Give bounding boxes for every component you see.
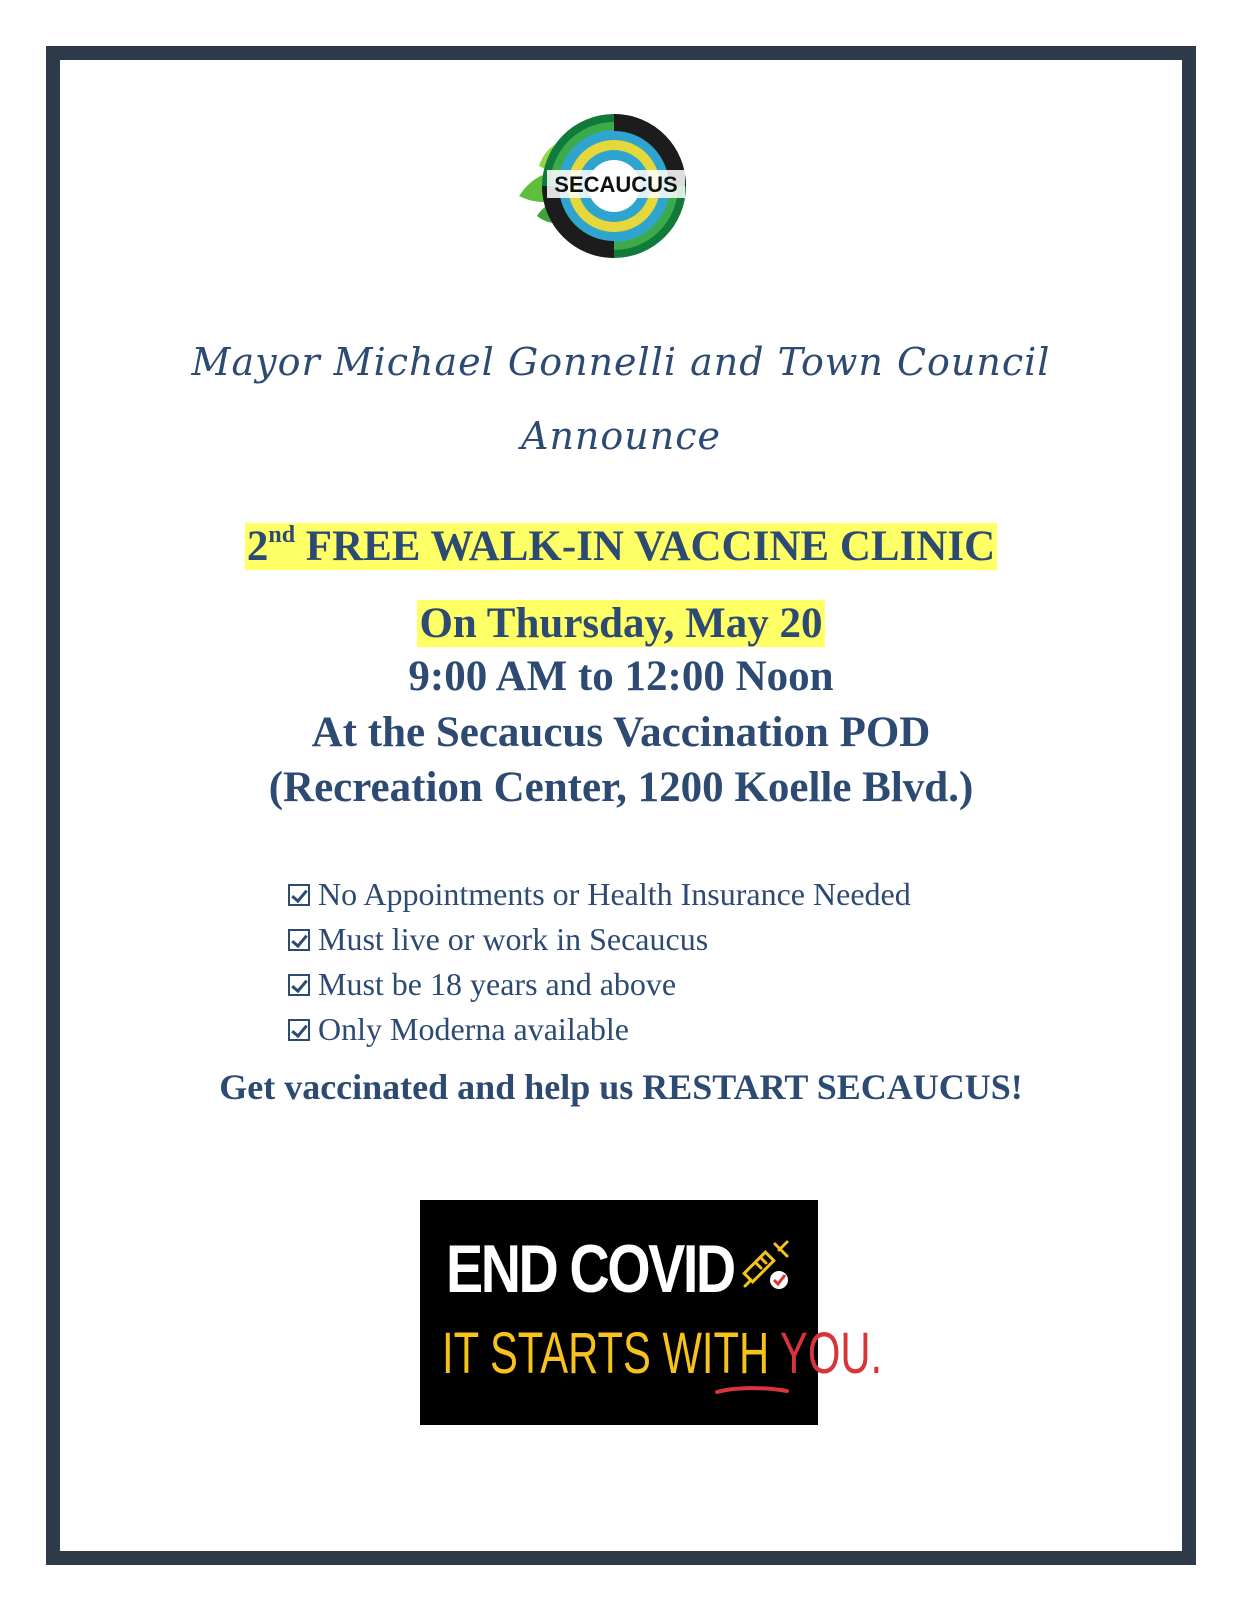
event-ordinal-number: 2 (246, 523, 269, 570)
tagline: Get vaccinated and help us RESTART SECAUCUS! (219, 1067, 1023, 1107)
requirement-item: No Appointments or Health Insurance Needed (288, 872, 911, 917)
announcement-line-1: Mayor Michael Gonnelli and Town Council (191, 340, 1051, 384)
checkbox-checked-icon (288, 884, 310, 906)
you-underline-icon (715, 1384, 789, 1396)
event-date-text: On Thursday, May 20 (419, 600, 823, 647)
event-date (0, 598, 1242, 650)
secaucus-logo (509, 106, 699, 266)
requirements-list (288, 872, 911, 1052)
checkbox-checked-icon (288, 974, 310, 996)
syringe-icon (735, 1234, 797, 1296)
requirement-item: Only Moderna available (288, 1007, 911, 1052)
event-location: At the Secaucus Vaccination POD (311, 709, 931, 756)
event-title (0, 521, 1242, 573)
event-address: (Recreation Center, 1200 Koelle Blvd.) (268, 764, 974, 811)
requirement-item: Must live or work in Secaucus (288, 917, 911, 962)
requirement-item: Must be 18 years and above (288, 962, 911, 1007)
end-covid-banner (420, 1200, 883, 1425)
event-ordinal-suffix: nd (268, 522, 296, 548)
announcement-line-2: Announce (521, 414, 721, 458)
event-title-text: FREE WALK-IN VACCINE CLINIC (305, 523, 996, 570)
checkbox-checked-icon (288, 929, 310, 951)
logo-text: SECAUCUS (554, 172, 678, 197)
event-time: 9:00 AM to 12:00 Noon (408, 653, 834, 700)
checkbox-checked-icon (288, 1019, 310, 1041)
banner-line-2: IT STARTS WITH YOU. (442, 1321, 883, 1386)
banner-line-1: END COVID (446, 1231, 734, 1307)
